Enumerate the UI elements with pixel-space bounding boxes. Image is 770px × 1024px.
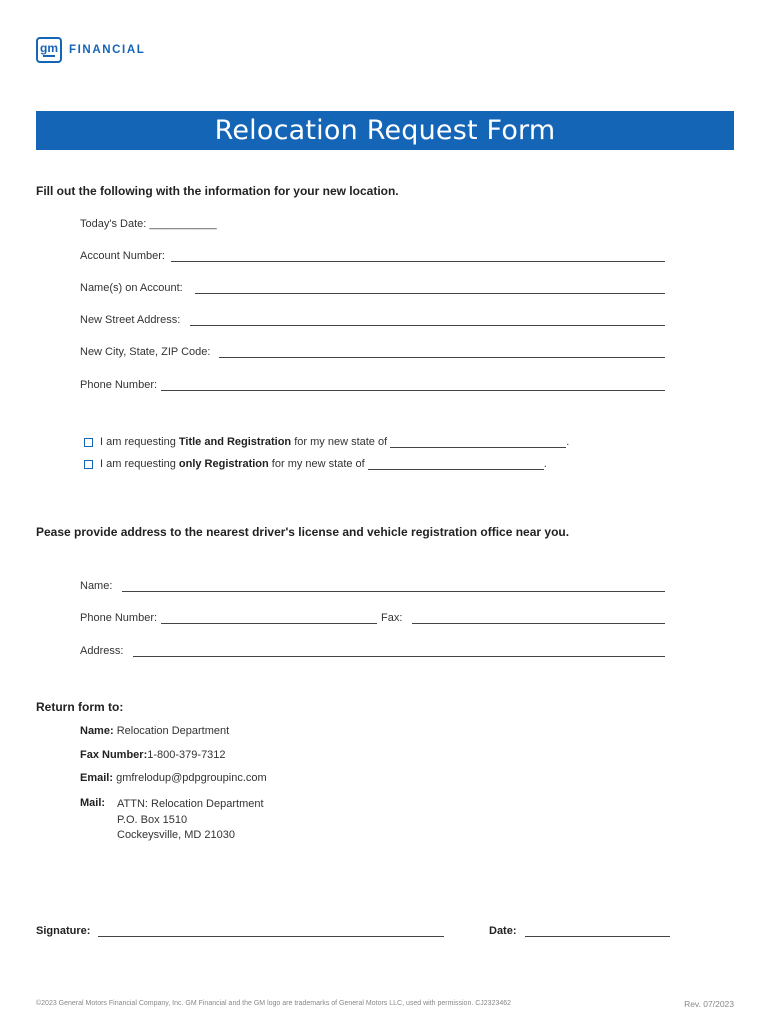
mail-line: P.O. Box 1510 [117, 813, 188, 826]
todays-date-field[interactable] [80, 218, 217, 230]
city-state-zip-field[interactable] [80, 346, 665, 358]
revision-label: Rev. 07/2023 [684, 999, 734, 1009]
street-line[interactable] [190, 315, 665, 326]
option-text: I am requesting [100, 458, 176, 470]
phone-label: Phone Number: [80, 379, 158, 391]
names-on-account-field[interactable] [80, 282, 665, 294]
option-text: for my new state of [294, 436, 388, 448]
return-email-label: Email: [80, 772, 114, 784]
return-name-label: Name: [80, 725, 114, 737]
dmv-name-line[interactable] [122, 581, 665, 592]
mail-line: ATTN: Relocation Department [117, 798, 264, 810]
checkbox-icon[interactable] [84, 460, 93, 469]
dmv-phone-line[interactable] [161, 613, 377, 624]
account-number-label: Account Number: [80, 250, 165, 262]
account-number-field[interactable] [80, 250, 665, 262]
footer-copyright: ©2023 General Motors Financial Company, Inc. GM Financial and the GM logo are trademarks of General Motors LLC, used with permission. CJ2323462 [36, 1000, 512, 1007]
intro-heading: Fill out the following with the information for your new location. [36, 184, 399, 198]
names-line[interactable] [195, 283, 665, 294]
return-email [80, 772, 267, 784]
return-fax [80, 749, 226, 761]
mail-line: Cockeysville, MD 21030 [117, 829, 235, 841]
dmv-address-label: Address: [80, 645, 124, 657]
registration-only-option[interactable] [84, 458, 547, 470]
todays-date-label: Today's Date: ___________ [80, 218, 217, 230]
dmv-fax-line[interactable] [412, 613, 665, 624]
checkbox-icon[interactable] [84, 438, 93, 447]
dmv-address-field[interactable] [80, 645, 665, 657]
return-fax-value: 1-800-379-7312 [147, 749, 226, 761]
option-period: . [566, 436, 570, 448]
state-blank[interactable] [390, 437, 566, 448]
dmv-phone-label: Phone Number: [80, 612, 158, 624]
return-name [80, 725, 229, 737]
gm-logo-icon: gm [36, 37, 62, 63]
return-heading: Return form to: [36, 700, 124, 714]
date-label: Date: [489, 925, 517, 937]
return-email-value[interactable]: gmfrelodup@pdpgroupinc.com [116, 772, 267, 784]
phone-line[interactable] [161, 380, 665, 391]
street-label: New Street Address: [80, 314, 181, 326]
dmv-name-label: Name: [80, 580, 113, 592]
city-label: New City, State, ZIP Code: [80, 346, 211, 358]
signature-line[interactable] [98, 926, 444, 937]
gm-financial-logo [36, 37, 145, 63]
dmv-heading: Pease provide address to the nearest driver's license and vehicle registration office near you. [36, 525, 570, 539]
title-registration-option[interactable] [84, 436, 569, 448]
date-line[interactable] [525, 926, 670, 937]
option-bold-text: Title and Registration [178, 436, 292, 448]
signature-label: Signature: [36, 925, 91, 937]
dmv-address-line[interactable] [133, 646, 665, 657]
page-title: Relocation Request Form [214, 115, 556, 146]
option-text: I am requesting [100, 436, 176, 448]
dmv-name-field[interactable] [80, 580, 665, 592]
logo-text: FINANCIAL [69, 44, 146, 56]
dmv-fax-label: Fax: [381, 612, 403, 624]
state-blank[interactable] [368, 459, 544, 470]
return-fax-label: Fax Number: [80, 749, 148, 761]
option-text: for my new state of [271, 458, 365, 470]
dmv-phone-fax-field[interactable] [80, 612, 665, 624]
return-mail-label-wrap [80, 797, 105, 809]
names-label: Name(s) on Account: [80, 282, 183, 294]
phone-number-field[interactable] [80, 379, 665, 391]
return-mail-address [117, 797, 264, 844]
option-period: . [543, 458, 547, 470]
account-number-line[interactable] [171, 251, 665, 262]
signature-field[interactable] [36, 925, 444, 937]
city-line[interactable] [219, 347, 665, 358]
date-field[interactable] [489, 925, 670, 937]
street-address-field[interactable] [80, 314, 665, 326]
option-bold-text: only Registration [178, 458, 269, 470]
title-banner [36, 111, 734, 150]
return-mail-label: Mail: [80, 797, 106, 809]
return-name-value: Relocation Department [116, 725, 230, 737]
